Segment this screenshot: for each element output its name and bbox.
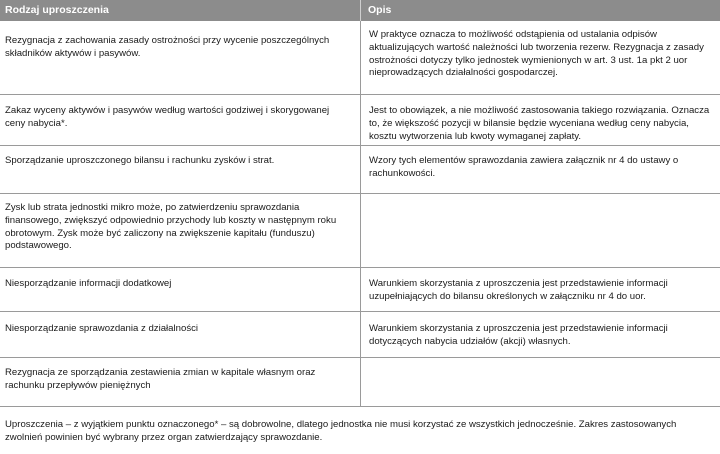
table-row xyxy=(0,358,720,407)
header-simplification-type: Rodzaj uproszczenia xyxy=(0,0,361,21)
description-cell xyxy=(361,358,720,406)
description-cell: W praktyce oznacza to możliwość odstąpienia od ustalania odpisów aktualizujących wartość należności lub tworzenia rezerw. Rezygnacja z zasady ostrożności dotyczy tylko jednostek wymienionych w art. 3 ust. 1a pkt 2 uor nieprowadzących działalności gospodarczej. xyxy=(369,29,704,79)
table-row xyxy=(0,312,720,358)
table-row xyxy=(0,268,720,312)
description-cell: Warunkiem skorzystania z uproszczenia jest przedstawienie informacji uzupełniających do bilansu określonych w załączniku nr 4 do uor. xyxy=(369,278,668,302)
description-cell xyxy=(361,194,720,267)
simplification-type-cell: Sporządzanie uproszczonego bilansu i rachunku zysków i strat. xyxy=(0,146,361,193)
description-cell: Warunkiem skorzystania z uproszczenia jest przedstawienie informacji dotyczących nabycia udziałów (akcji) własnych. xyxy=(369,323,668,347)
description-cell: Jest to obowiązek, a nie możliwość zastosowania takiego rozwiązania. Oznacza to, że większość pozycji w bilansie będzie wyceniana według ceny nabycia, kosztu wytworzenia lub kwoty wymaganej zapłaty. xyxy=(369,105,710,142)
table-row xyxy=(0,194,720,268)
table-row xyxy=(0,21,720,95)
simplification-type-cell: Rezygnacja ze sporządzania zestawienia zmian w kapitale własnym oraz rachunku przepływów pieniężnych xyxy=(0,358,361,406)
simplification-type-cell: Rezygnacja z zachowania zasady ostrożności przy wycenie poszczególnych składników aktywów i pasywów. xyxy=(0,21,361,94)
table-header xyxy=(0,0,720,21)
simplification-type-cell: Niesporządzanie informacji dodatkowej xyxy=(0,268,361,311)
simplification-type-cell: Zysk lub strata jednostki mikro może, po zatwierdzeniu sprawozdania finansowego, zwiększyć odpowiednio przychody lub koszty w następnym roku obrotowym. Zysk może być zaliczony na zwiększenie kapitału (funduszu) podstawowego. xyxy=(0,194,361,267)
description-cell: Wzory tych elementów sprawozdania zawiera załącznik nr 4 do ustawy o rachunkowości. xyxy=(369,155,679,179)
simplification-type-cell: Niesporządzanie sprawozdania z działalności xyxy=(0,312,361,357)
header-description: Opis xyxy=(368,4,392,16)
simplification-type-cell: Zakaz wyceny aktywów i pasywów według wartości godziwej i skorygowanej ceny nabycia*. xyxy=(0,95,361,145)
footnote: Uproszczenia – z wyjątkiem punktu oznaczonego* – są dobrowolne, dlatego jednostka nie musi korzystać ze wszystkich jednocześnie. Zakres zastosowanych zwolnień powinien być wybrany przez organ zatwierdzający sprawozdanie. xyxy=(5,419,677,443)
table-row xyxy=(0,95,720,146)
table-row xyxy=(0,146,720,194)
